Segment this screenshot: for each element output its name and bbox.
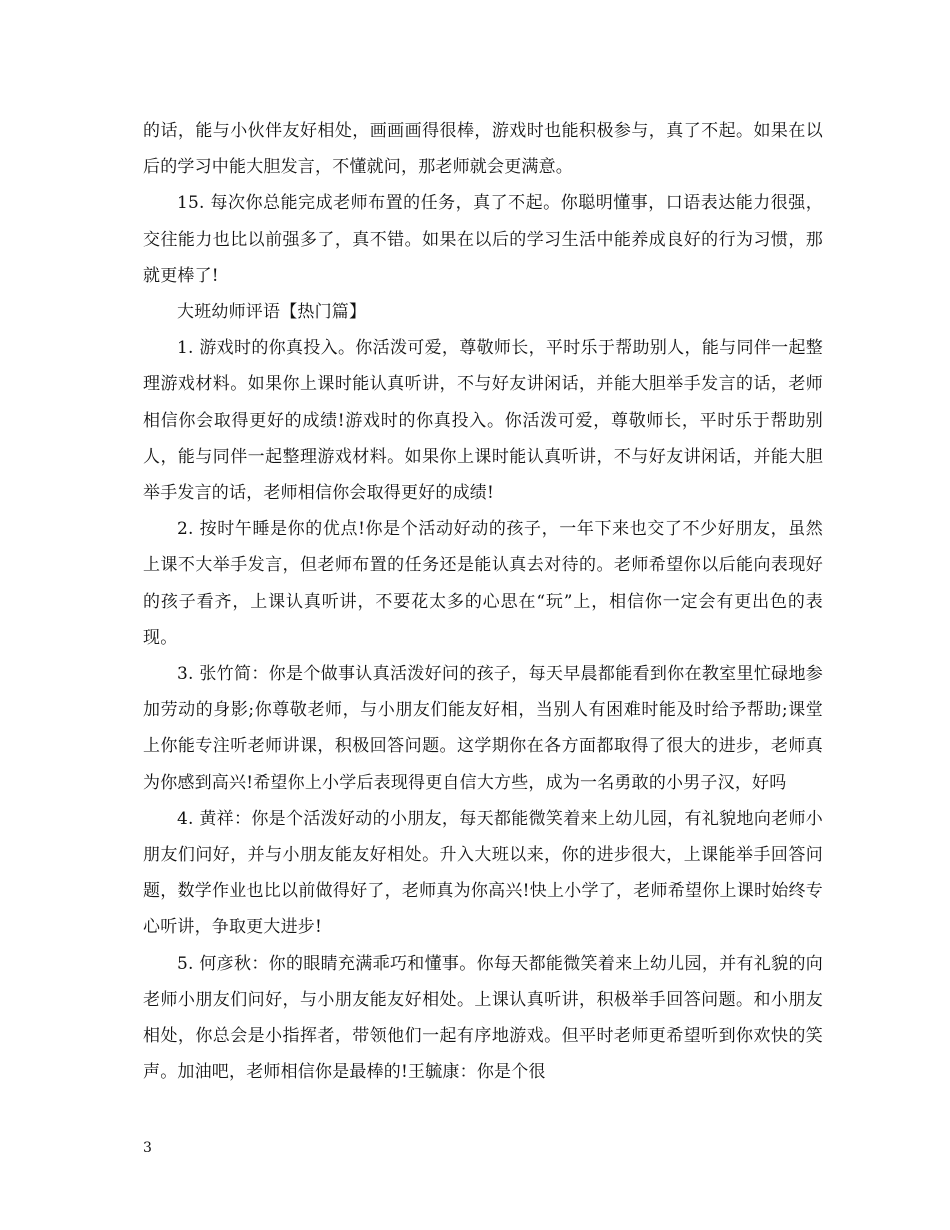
- paragraph: 15. 每次你总能完成老师布置的任务，真了不起。你聪明懂事，口语表达能力很强，交往能力也比以前强多了，真不错。如果在以后的学习生活中能养成良好的行为习惯，那就更棒了!: [143, 193, 823, 286]
- paragraph: 的话，能与小伙伴友好相处，画画画得很棒，游戏时也能积极参与，真了不起。如果在以后的学习中能大胆发言，不懂就问，那老师就会更满意。: [143, 121, 823, 178]
- paragraph: 1. 游戏时的你真投入。你活泼可爱，尊敬师长，平时乐于帮助别人，能与同伴一起整理游戏材料。如果你上课时能认真听讲，不与好友讲闲话，并能大胆举手发言的话，老师相信你会取得更好的成绩!游戏时的你真投入。你活泼可爱，尊敬师长，平时乐于帮助别人，能与同伴一起整理游戏材料。如果你上课时能认真听讲，不与好友讲闲话，并能大胆举手发言的话，老师相信你会取得更好的成绩!: [143, 338, 823, 504]
- section-heading: 大班幼师评语【热门篇】: [177, 302, 367, 323]
- paragraph: 2. 按时午睡是你的优点!你是个活动好动的孩子，一年下来也交了不少好朋友，虽然上课不大举手发言，但老师布置的任务还是能认真去对待的。老师希望你以后能向表现好的孩子看齐，上课认真听讲，不要花太多的心思在“玩”上，相信你一定会有更出色的表现。: [143, 519, 823, 648]
- paragraph: 4. 黄祥：你是个活泼好动的小朋友，每天都能微笑着来上幼儿园，有礼貌地向老师小朋友们问好，并与小朋友能友好相处。升入大班以来，你的进步很大，上课能举手回答问题，数学作业也比以前做得好了，老师真为你高兴!快上小学了，老师希望你上课时始终专心听讲，争取更大进步!: [143, 808, 823, 938]
- document-body: [143, 113, 823, 1090]
- paragraph: 3. 张竹简：你是个做事认真活泼好问的孩子，每天早晨都能看到你在教室里忙碌地参加劳动的身影;你尊敬老师，与小朋友们能友好相，当别人有困难时能及时给予帮助;课堂上你能专注听老师讲课，积极回答问题。这学期你在各方面都取得了很大的进步，老师真为你感到高兴!希望你上小学后表现得更自信大方些，成为一名勇敢的小男子汉，好吗: [143, 664, 823, 793]
- page-number: 3: [143, 1140, 152, 1156]
- paragraph: 5. 何彦秋：你的眼睛充满乖巧和懂事。你每天都能微笑着来上幼儿园，并有礼貌的向老师小朋友们问好，与小朋友能友好相处。上课认真听讲，积极举手回答问题。和小朋友相处，你总会是小指挥者，带领他们一起有序地游戏。但平时老师更希望听到你欢快的笑声。加油吧，老师相信你是最棒的!王毓康：你是个很: [143, 953, 823, 1083]
